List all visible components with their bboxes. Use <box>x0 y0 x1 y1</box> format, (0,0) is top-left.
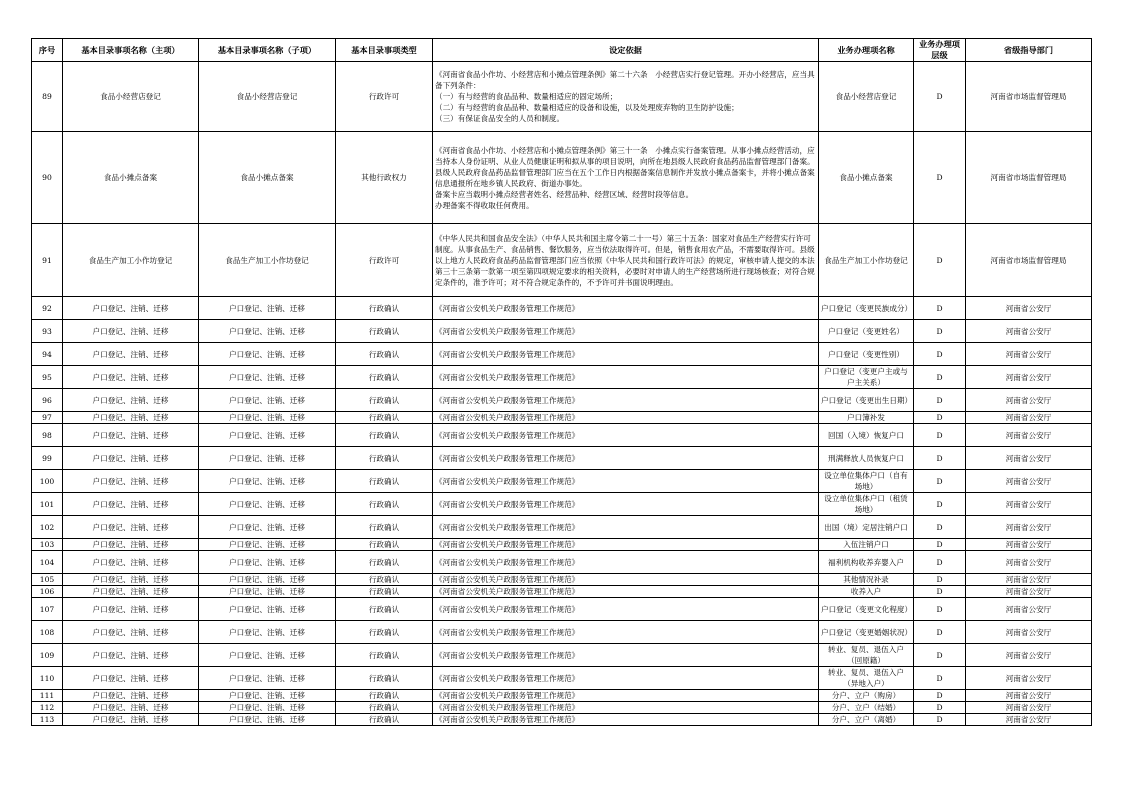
cell-main-item: 户口登记、注销、迁移 <box>63 470 199 493</box>
cell-sub-item: 食品小经营店登记 <box>199 62 336 132</box>
cell-seq-no: 94 <box>32 343 63 366</box>
legal-basis-paragraph: （三）有保证食品安全的人员和制度。 <box>435 114 565 123</box>
cell-item-type: 行政确认 <box>336 343 433 366</box>
legal-basis-paragraph: 《河南省公安机关户政服务管理工作规范》 <box>435 349 580 359</box>
cell-department: 河南省公安厅 <box>966 412 1092 424</box>
cell-level: D <box>914 470 966 493</box>
cell-level: D <box>914 424 966 447</box>
cell-department: 河南省市场监督管理局 <box>966 132 1092 224</box>
cell-seq-no: 111 <box>32 690 63 702</box>
col-header-item-type: 基本目录事项类型 <box>336 39 433 62</box>
cell-business-item: 食品小摊点备案 <box>819 132 914 224</box>
cell-seq-no: 100 <box>32 470 63 493</box>
cell-main-item: 食品小经营店登记 <box>63 62 199 132</box>
legal-basis-paragraph: 《河南省食品小作坊、小经营店和小摊点管理条例》第三十一条 小摊点实行备案管理。从事小摊点经营活动，应当持本人身份证明、从业人员健康证明和拟从事的项目说明，向所在地县级人民政府食品药品监督管理部门备案。 <box>435 145 815 166</box>
legal-basis-paragraph: 《河南省公安机关户政服务管理工作规范》 <box>435 430 580 440</box>
table-row <box>32 132 1092 224</box>
cell-sub-item: 户口登记、注销、迁移 <box>199 470 336 493</box>
cell-item-type: 行政确认 <box>336 366 433 389</box>
legal-basis-paragraph: 《河南省食品小作坊、小经营店和小摊点管理条例》第二十六条 小经营店实行登记管理。开办小经营店，应当具备下列条件： <box>435 70 815 90</box>
cell-sub-item: 食品生产加工小作坊登记 <box>199 224 336 297</box>
legal-basis-paragraph: 《河南省公安机关户政服务管理工作规范》 <box>435 587 580 596</box>
cell-department: 河南省公安厅 <box>966 586 1092 598</box>
cell-seq-no: 112 <box>32 702 63 714</box>
cell-level: D <box>914 621 966 644</box>
cell-legal-basis <box>433 690 819 702</box>
cell-main-item: 户口登记、注销、迁移 <box>63 412 199 424</box>
cell-sub-item: 户口登记、注销、迁移 <box>199 539 336 551</box>
cell-level: D <box>914 297 966 320</box>
cell-seq-no: 113 <box>32 714 63 726</box>
legal-basis-paragraph: 《河南省公安机关户政服务管理工作规范》 <box>435 627 580 637</box>
cell-business-item: 入伍注销户口 <box>819 539 914 551</box>
cell-sub-item: 户口登记、注销、迁移 <box>199 516 336 539</box>
cell-business-item: 户口登记（变更性别） <box>819 343 914 366</box>
cell-level: D <box>914 644 966 667</box>
cell-business-item: 分户、立户（结婚） <box>819 702 914 714</box>
table-row <box>32 551 1092 574</box>
table-row <box>32 224 1092 297</box>
cell-seq-no: 104 <box>32 551 63 574</box>
cell-sub-item: 户口登记、注销、迁移 <box>199 714 336 726</box>
cell-main-item: 户口登记、注销、迁移 <box>63 516 199 539</box>
legal-basis-paragraph: 《河南省公安机关户政服务管理工作规范》 <box>435 540 580 549</box>
cell-department: 河南省公安厅 <box>966 424 1092 447</box>
legal-basis-paragraph: 《中华人民共和国食品安全法》（中华人民共和国主席令第二十一号）第三十五条：国家对食品生产经营实行许可制度。从事食品生产、食品销售、餐饮服务，应当依法取得许可。但是，销售食用农产品，不需要取得许可。县级以上地方人民政府食品药品监督管理部门应当依照《中华人民共和国行政许可法》的规定，审核申请人提交的本法第三十三条第一款第一项至第四项规定要求的相关资料，必要时对申请人的生产经营场所进行现场核查；对符合规定条件的，准予许可；对不符合规定条件的，不予许可并书面说明理由。 <box>435 233 815 287</box>
cell-item-type: 行政确认 <box>336 297 433 320</box>
cell-legal-basis <box>433 424 819 447</box>
cell-level: D <box>914 539 966 551</box>
cell-department: 河南省公安厅 <box>966 621 1092 644</box>
cell-seq-no: 105 <box>32 574 63 586</box>
table-row <box>32 621 1092 644</box>
table-row <box>32 412 1092 424</box>
cell-business-item: 其他情况补录 <box>819 574 914 586</box>
table-row <box>32 366 1092 389</box>
cell-seq-no: 106 <box>32 586 63 598</box>
cell-seq-no: 109 <box>32 644 63 667</box>
table-row <box>32 62 1092 132</box>
legal-basis-paragraph: 县级人民政府食品药品监督管理部门应当在五个工作日内根据备案信息制作并发放小摊点备案卡，并将小摊点备案信息通报所在地乡镇人民政府、街道办事处。 <box>435 167 815 188</box>
table-row <box>32 320 1092 343</box>
cell-item-type: 行政确认 <box>336 424 433 447</box>
legal-basis-paragraph: 《河南省公安机关户政服务管理工作规范》 <box>435 604 580 614</box>
cell-sub-item: 户口登记、注销、迁移 <box>199 389 336 412</box>
cell-sub-item: 户口登记、注销、迁移 <box>199 366 336 389</box>
cell-business-item: 出国（境）定居注销户口 <box>819 516 914 539</box>
cell-sub-item: 户口登记、注销、迁移 <box>199 343 336 366</box>
cell-department: 河南省市场监督管理局 <box>966 62 1092 132</box>
cell-main-item: 食品生产加工小作坊登记 <box>63 224 199 297</box>
cell-seq-no: 92 <box>32 297 63 320</box>
cell-seq-no: 110 <box>32 667 63 690</box>
cell-item-type: 行政确认 <box>336 621 433 644</box>
legal-basis-paragraph: 《河南省公安机关户政服务管理工作规范》 <box>435 691 580 700</box>
cell-item-type: 行政确认 <box>336 389 433 412</box>
cell-business-item: 福利机构收养弃婴入户 <box>819 551 914 574</box>
legal-basis-paragraph: 《河南省公安机关户政服务管理工作规范》 <box>435 673 580 683</box>
cell-legal-basis <box>433 470 819 493</box>
cell-level: D <box>914 598 966 621</box>
cell-legal-basis <box>433 551 819 574</box>
table-row <box>32 586 1092 598</box>
cell-seq-no: 99 <box>32 447 63 470</box>
cell-department: 河南省公安厅 <box>966 320 1092 343</box>
legal-basis-paragraph: 办理备案不得收取任何费用。 <box>435 200 534 210</box>
cell-level: D <box>914 574 966 586</box>
authority-table <box>31 38 1092 726</box>
cell-seq-no: 95 <box>32 366 63 389</box>
cell-business-item: 户口登记（变更婚姻状况） <box>819 621 914 644</box>
cell-department: 河南省公安厅 <box>966 366 1092 389</box>
cell-level: D <box>914 62 966 132</box>
col-header-main-item: 基本目录事项名称（主项） <box>63 39 199 62</box>
cell-sub-item: 户口登记、注销、迁移 <box>199 297 336 320</box>
cell-level: D <box>914 224 966 297</box>
cell-business-item: 回国（入境）恢复户口 <box>819 424 914 447</box>
cell-main-item: 户口登记、注销、迁移 <box>63 667 199 690</box>
cell-level: D <box>914 690 966 702</box>
cell-item-type: 行政确认 <box>336 412 433 424</box>
cell-seq-no: 103 <box>32 539 63 551</box>
cell-level: D <box>914 667 966 690</box>
cell-main-item: 户口登记、注销、迁移 <box>63 539 199 551</box>
cell-level: D <box>914 412 966 424</box>
cell-legal-basis <box>433 598 819 621</box>
cell-department: 河南省公安厅 <box>966 644 1092 667</box>
table-row <box>32 714 1092 726</box>
cell-department: 河南省公安厅 <box>966 702 1092 714</box>
cell-legal-basis <box>433 62 819 132</box>
cell-legal-basis <box>433 132 819 224</box>
cell-legal-basis <box>433 586 819 598</box>
cell-sub-item: 户口登记、注销、迁移 <box>199 690 336 702</box>
cell-legal-basis <box>433 297 819 320</box>
cell-level: D <box>914 366 966 389</box>
cell-sub-item: 户口登记、注销、迁移 <box>199 412 336 424</box>
cell-main-item: 户口登记、注销、迁移 <box>63 574 199 586</box>
legal-basis-paragraph: 《河南省公安机关户政服务管理工作规范》 <box>435 715 580 724</box>
cell-seq-no: 89 <box>32 62 63 132</box>
legal-basis-paragraph: 《河南省公安机关户政服务管理工作规范》 <box>435 303 580 313</box>
cell-sub-item: 户口登记、注销、迁移 <box>199 702 336 714</box>
cell-item-type: 行政确认 <box>336 598 433 621</box>
cell-level: D <box>914 132 966 224</box>
cell-sub-item: 户口登记、注销、迁移 <box>199 667 336 690</box>
cell-business-item: 户口登记（变更文化程度） <box>819 598 914 621</box>
cell-sub-item: 户口登记、注销、迁移 <box>199 644 336 667</box>
table-row <box>32 667 1092 690</box>
cell-business-item: 收养入户 <box>819 586 914 598</box>
cell-sub-item: 户口登记、注销、迁移 <box>199 447 336 470</box>
legal-basis-paragraph: （二）有与经营的食品品种、数量相适应的设备和设施，以及处理废弃物的卫生防护设施； <box>435 103 739 112</box>
header-row <box>32 39 1092 62</box>
cell-department: 河南省公安厅 <box>966 690 1092 702</box>
table-row <box>32 493 1092 516</box>
table-row <box>32 447 1092 470</box>
cell-legal-basis <box>433 366 819 389</box>
cell-business-item: 转业、复员、退伍入户（回原籍） <box>819 644 914 667</box>
cell-item-type: 行政确认 <box>336 702 433 714</box>
cell-main-item: 户口登记、注销、迁移 <box>63 621 199 644</box>
table-row <box>32 470 1092 493</box>
cell-sub-item: 户口登记、注销、迁移 <box>199 551 336 574</box>
cell-department: 河南省公安厅 <box>966 516 1092 539</box>
cell-legal-basis <box>433 702 819 714</box>
legal-basis-paragraph: 《河南省公安机关户政服务管理工作规范》 <box>435 476 580 486</box>
cell-seq-no: 93 <box>32 320 63 343</box>
legal-basis-paragraph: 《河南省公安机关户政服务管理工作规范》 <box>435 413 580 422</box>
cell-main-item: 食品小摊点备案 <box>63 132 199 224</box>
cell-business-item: 设立单位集体户口（自有场地） <box>819 470 914 493</box>
cell-sub-item: 户口登记、注销、迁移 <box>199 320 336 343</box>
cell-legal-basis <box>433 493 819 516</box>
cell-main-item: 户口登记、注销、迁移 <box>63 389 199 412</box>
legal-basis-paragraph: 《河南省公安机关户政服务管理工作规范》 <box>435 575 580 584</box>
legal-basis-paragraph: 《河南省公安机关户政服务管理工作规范》 <box>435 395 580 405</box>
cell-department: 河南省公安厅 <box>966 297 1092 320</box>
col-header-level: 业务办理项层级 <box>914 39 966 62</box>
cell-legal-basis <box>433 412 819 424</box>
cell-department: 河南省市场监督管理局 <box>966 224 1092 297</box>
legal-basis-paragraph: （一）有与经营的食品品种、数量相适应的固定场所； <box>435 92 618 101</box>
cell-legal-basis <box>433 714 819 726</box>
cell-item-type: 行政确认 <box>336 320 433 343</box>
cell-business-item: 食品生产加工小作坊登记 <box>819 224 914 297</box>
cell-legal-basis <box>433 644 819 667</box>
col-header-sub-item: 基本目录事项名称（子项） <box>199 39 336 62</box>
cell-item-type: 行政确认 <box>336 644 433 667</box>
cell-business-item: 户口登记（变更姓名） <box>819 320 914 343</box>
cell-legal-basis <box>433 343 819 366</box>
cell-legal-basis <box>433 389 819 412</box>
table-row <box>32 297 1092 320</box>
cell-legal-basis <box>433 667 819 690</box>
cell-sub-item: 户口登记、注销、迁移 <box>199 424 336 447</box>
cell-item-type: 行政确认 <box>336 574 433 586</box>
cell-main-item: 户口登记、注销、迁移 <box>63 447 199 470</box>
cell-level: D <box>914 389 966 412</box>
cell-item-type: 行政确认 <box>336 470 433 493</box>
cell-department: 河南省公安厅 <box>966 667 1092 690</box>
cell-business-item: 设立单位集体户口（租赁场地） <box>819 493 914 516</box>
cell-level: D <box>914 516 966 539</box>
cell-item-type: 行政确认 <box>336 714 433 726</box>
cell-department: 河南省公安厅 <box>966 343 1092 366</box>
cell-legal-basis <box>433 516 819 539</box>
cell-sub-item: 食品小摊点备案 <box>199 132 336 224</box>
cell-department: 河南省公安厅 <box>966 551 1092 574</box>
cell-department: 河南省公安厅 <box>966 447 1092 470</box>
cell-item-type: 行政确认 <box>336 667 433 690</box>
cell-main-item: 户口登记、注销、迁移 <box>63 343 199 366</box>
cell-level: D <box>914 343 966 366</box>
cell-main-item: 户口登记、注销、迁移 <box>63 493 199 516</box>
cell-sub-item: 户口登记、注销、迁移 <box>199 586 336 598</box>
table-body <box>32 62 1092 726</box>
cell-main-item: 户口登记、注销、迁移 <box>63 644 199 667</box>
cell-legal-basis <box>433 320 819 343</box>
cell-main-item: 户口登记、注销、迁移 <box>63 320 199 343</box>
cell-seq-no: 108 <box>32 621 63 644</box>
cell-seq-no: 107 <box>32 598 63 621</box>
legal-basis-paragraph: 《河南省公安机关户政服务管理工作规范》 <box>435 703 580 712</box>
cell-sub-item: 户口登记、注销、迁移 <box>199 493 336 516</box>
cell-sub-item: 户口登记、注销、迁移 <box>199 574 336 586</box>
cell-item-type: 行政确认 <box>336 586 433 598</box>
cell-seq-no: 97 <box>32 412 63 424</box>
cell-legal-basis <box>433 574 819 586</box>
cell-business-item: 户口簿补发 <box>819 412 914 424</box>
cell-main-item: 户口登记、注销、迁移 <box>63 598 199 621</box>
cell-department: 河南省公安厅 <box>966 598 1092 621</box>
cell-legal-basis <box>433 447 819 470</box>
cell-department: 河南省公安厅 <box>966 493 1092 516</box>
cell-department: 河南省公安厅 <box>966 470 1092 493</box>
cell-item-type: 其他行政权力 <box>336 132 433 224</box>
cell-business-item: 转业、复员、退伍入户（异地入户） <box>819 667 914 690</box>
cell-legal-basis <box>433 539 819 551</box>
cell-business-item: 分户、立户（购房） <box>819 690 914 702</box>
table-row <box>32 516 1092 539</box>
table-row <box>32 598 1092 621</box>
cell-level: D <box>914 714 966 726</box>
cell-item-type: 行政许可 <box>336 224 433 297</box>
cell-main-item: 户口登记、注销、迁移 <box>63 690 199 702</box>
cell-seq-no: 102 <box>32 516 63 539</box>
table-row <box>32 424 1092 447</box>
cell-business-item: 食品小经营店登记 <box>819 62 914 132</box>
cell-department: 河南省公安厅 <box>966 539 1092 551</box>
legal-basis-paragraph: 《河南省公安机关户政服务管理工作规范》 <box>435 453 580 463</box>
cell-item-type: 行政确认 <box>336 493 433 516</box>
legal-basis-paragraph: 《河南省公安机关户政服务管理工作规范》 <box>435 650 580 660</box>
table-row <box>32 702 1092 714</box>
cell-business-item: 户口登记（变更民族成分） <box>819 297 914 320</box>
cell-level: D <box>914 447 966 470</box>
col-header-department: 省级指导部门 <box>966 39 1092 62</box>
cell-business-item: 户口登记（变更出生日期） <box>819 389 914 412</box>
cell-sub-item: 户口登记、注销、迁移 <box>199 598 336 621</box>
cell-business-item: 刑满释放人员恢复户口 <box>819 447 914 470</box>
cell-seq-no: 98 <box>32 424 63 447</box>
cell-main-item: 户口登记、注销、迁移 <box>63 424 199 447</box>
legal-basis-paragraph: 《河南省公安机关户政服务管理工作规范》 <box>435 522 580 532</box>
legal-basis-paragraph: 《河南省公安机关户政服务管理工作规范》 <box>435 557 580 567</box>
table-row <box>32 644 1092 667</box>
cell-main-item: 户口登记、注销、迁移 <box>63 714 199 726</box>
table-row <box>32 574 1092 586</box>
cell-main-item: 户口登记、注销、迁移 <box>63 551 199 574</box>
cell-seq-no: 91 <box>32 224 63 297</box>
cell-level: D <box>914 320 966 343</box>
cell-item-type: 行政确认 <box>336 690 433 702</box>
cell-item-type: 行政确认 <box>336 539 433 551</box>
cell-legal-basis <box>433 621 819 644</box>
cell-department: 河南省公安厅 <box>966 574 1092 586</box>
cell-item-type: 行政确认 <box>336 516 433 539</box>
cell-seq-no: 101 <box>32 493 63 516</box>
cell-business-item: 户口登记（变更户主或与户主关系） <box>819 366 914 389</box>
table-row <box>32 690 1092 702</box>
table-row <box>32 343 1092 366</box>
col-header-no: 序号 <box>32 39 63 62</box>
table-row <box>32 389 1092 412</box>
col-header-legal-basis: 设定依据 <box>433 39 819 62</box>
legal-basis-paragraph: 《河南省公安机关户政服务管理工作规范》 <box>435 372 580 382</box>
legal-basis-paragraph: 备案卡应当载明小摊点经营者姓名、经营品种、经营区域、经营时段等信息。 <box>435 189 694 199</box>
cell-main-item: 户口登记、注销、迁移 <box>63 702 199 714</box>
cell-item-type: 行政确认 <box>336 447 433 470</box>
cell-main-item: 户口登记、注销、迁移 <box>63 366 199 389</box>
cell-seq-no: 90 <box>32 132 63 224</box>
cell-sub-item: 户口登记、注销、迁移 <box>199 621 336 644</box>
cell-level: D <box>914 551 966 574</box>
cell-department: 河南省公安厅 <box>966 714 1092 726</box>
legal-basis-paragraph: 《河南省公安机关户政服务管理工作规范》 <box>435 326 580 336</box>
cell-department: 河南省公安厅 <box>966 389 1092 412</box>
cell-legal-basis <box>433 224 819 297</box>
cell-item-type: 行政确认 <box>336 551 433 574</box>
cell-level: D <box>914 586 966 598</box>
cell-level: D <box>914 493 966 516</box>
col-header-business-item: 业务办理项名称 <box>819 39 914 62</box>
legal-basis-paragraph: 《河南省公安机关户政服务管理工作规范》 <box>435 499 580 509</box>
cell-main-item: 户口登记、注销、迁移 <box>63 297 199 320</box>
cell-seq-no: 96 <box>32 389 63 412</box>
cell-level: D <box>914 702 966 714</box>
cell-item-type: 行政许可 <box>336 62 433 132</box>
table-row <box>32 539 1092 551</box>
cell-main-item: 户口登记、注销、迁移 <box>63 586 199 598</box>
cell-business-item: 分户、立户（离婚） <box>819 714 914 726</box>
